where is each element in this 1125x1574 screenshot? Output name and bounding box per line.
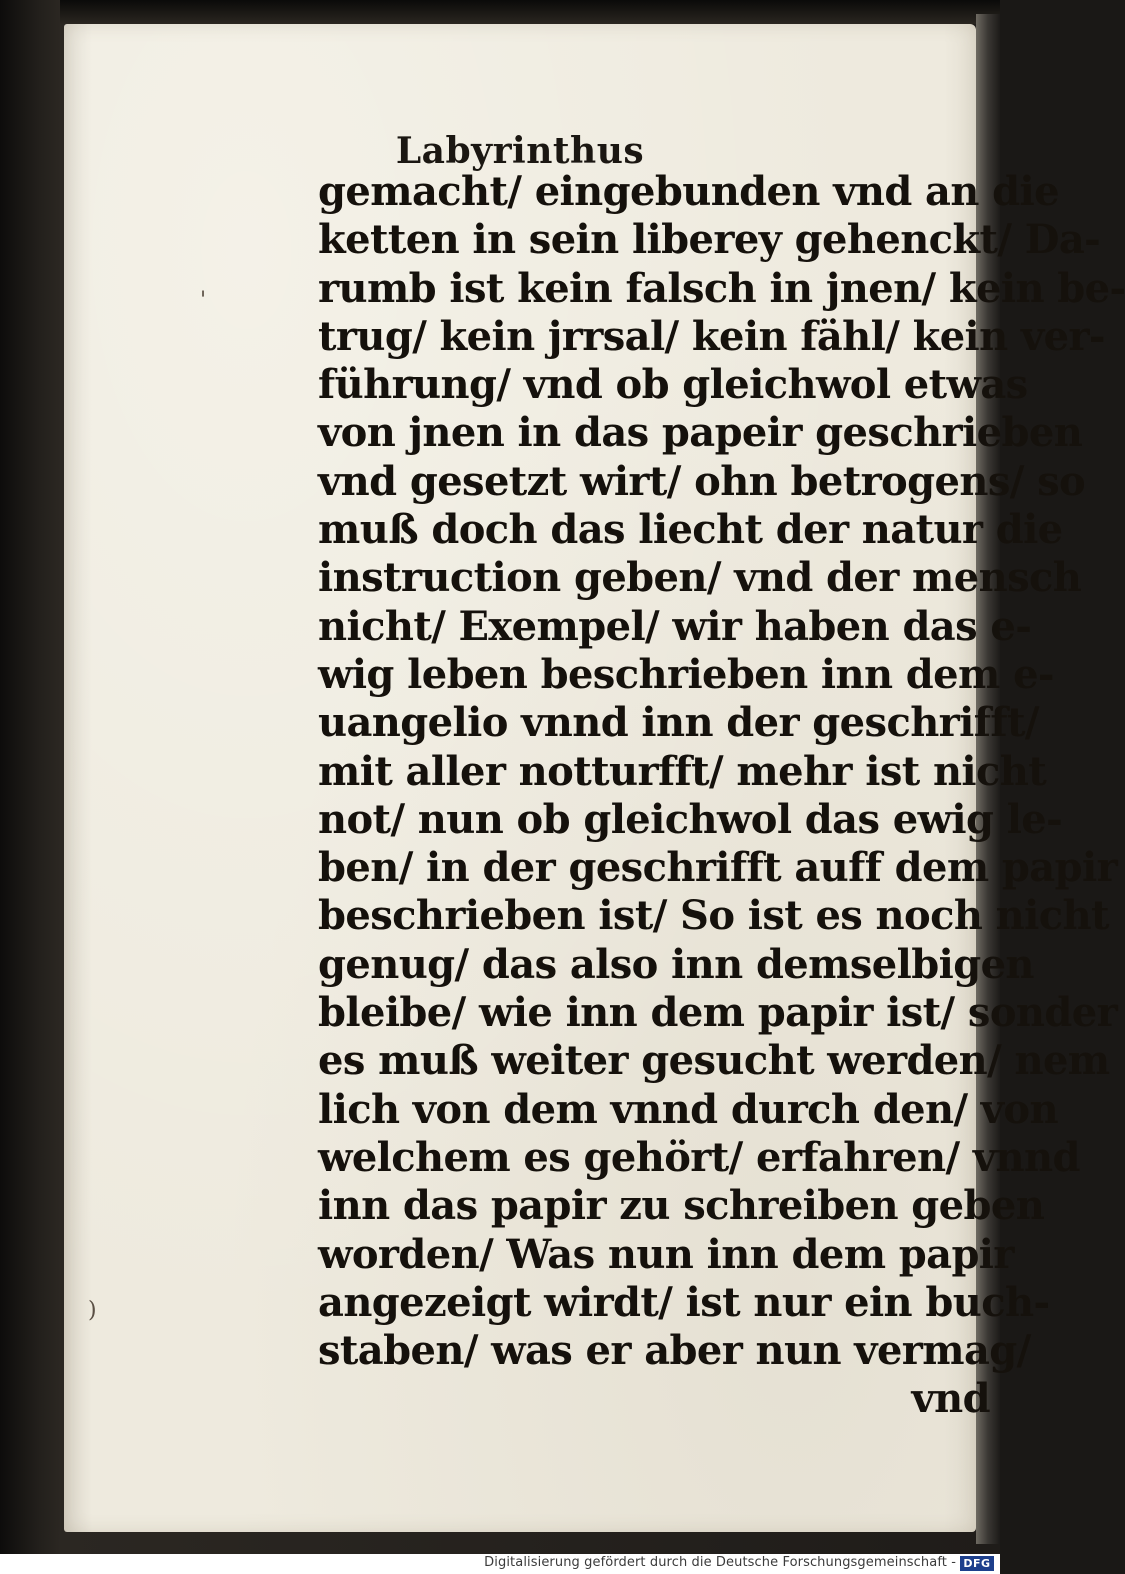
scanned-page — [64, 24, 1125, 1532]
text-line: genug/ das also inn demselbigen — [318, 940, 1034, 988]
margin-ink-mark: ) — [88, 1298, 97, 1323]
dfg-logo: DFG — [960, 1556, 994, 1571]
text-line: instruction geben/ vnd der mensch — [318, 554, 1082, 602]
text-line: es muß weiter gesucht werden/ nem — [318, 1037, 1110, 1085]
text-line: not/ nun ob gleichwol das ewig le- — [318, 795, 1063, 843]
funding-credit: Digitalisierung gefördert durch die Deutsche Forschungsgemeinschaft - — [484, 1555, 956, 1570]
text-line: uangelio vnnd inn der geschrifft/ — [318, 699, 1039, 747]
text-line: ben/ in der geschrifft auff dem papir — [318, 844, 1118, 892]
catchword: vnd — [911, 1375, 990, 1423]
text-line: rumb ist kein falsch in jnen/ kein be- — [318, 264, 1125, 312]
text-line: mit aller notturfft/ mehr ist nicht — [318, 747, 1047, 795]
text-line: welchem es gehört/ erfahren/ vnnd — [318, 1133, 1080, 1181]
text-line: inn das papir zu schreiben geben — [318, 1182, 1045, 1230]
text-line: beschrieben ist/ So ist es noch nicht — [318, 892, 1109, 940]
text-line: staben/ was er aber nun vermag/ — [318, 1327, 1031, 1375]
text-line: lich von dem vnnd durch den/ von — [318, 1085, 1058, 1133]
text-line: vnd gesetzt wirt/ ohn betrogens/ so — [318, 457, 1086, 505]
margin-ink-mark: ' — [200, 288, 207, 313]
text-line: angezeigt wirdt/ ist nur ein buch- — [318, 1278, 1050, 1326]
text-line: nicht/ Exempel/ wir haben das e- — [318, 602, 1032, 650]
text-line: worden/ Was nun inn dem papir — [318, 1230, 1014, 1278]
text-line: ketten in sein liberey gehenckt/ Da- — [318, 216, 1101, 264]
main-text-block — [318, 168, 1125, 1424]
text-line: wig leben beschrieben inn dem e- — [318, 650, 1054, 698]
text-line: muß doch das liecht der natur die — [318, 506, 1063, 554]
text-line: führung/ vnd ob gleichwol etwas — [318, 361, 1028, 409]
text-line: trug/ kein jrrsal/ kein fähl/ kein ver- — [318, 312, 1105, 360]
text-line: bleibe/ wie inn dem papir ist/ sonder — [318, 989, 1118, 1037]
text-line: gemacht/ eingebunden vnd an die — [318, 168, 1059, 215]
running-head: Labyrinthus — [395, 130, 645, 172]
book-top-edge — [60, 0, 1000, 24]
text-line: von jnen in das papeir geschrieben — [318, 409, 1083, 457]
